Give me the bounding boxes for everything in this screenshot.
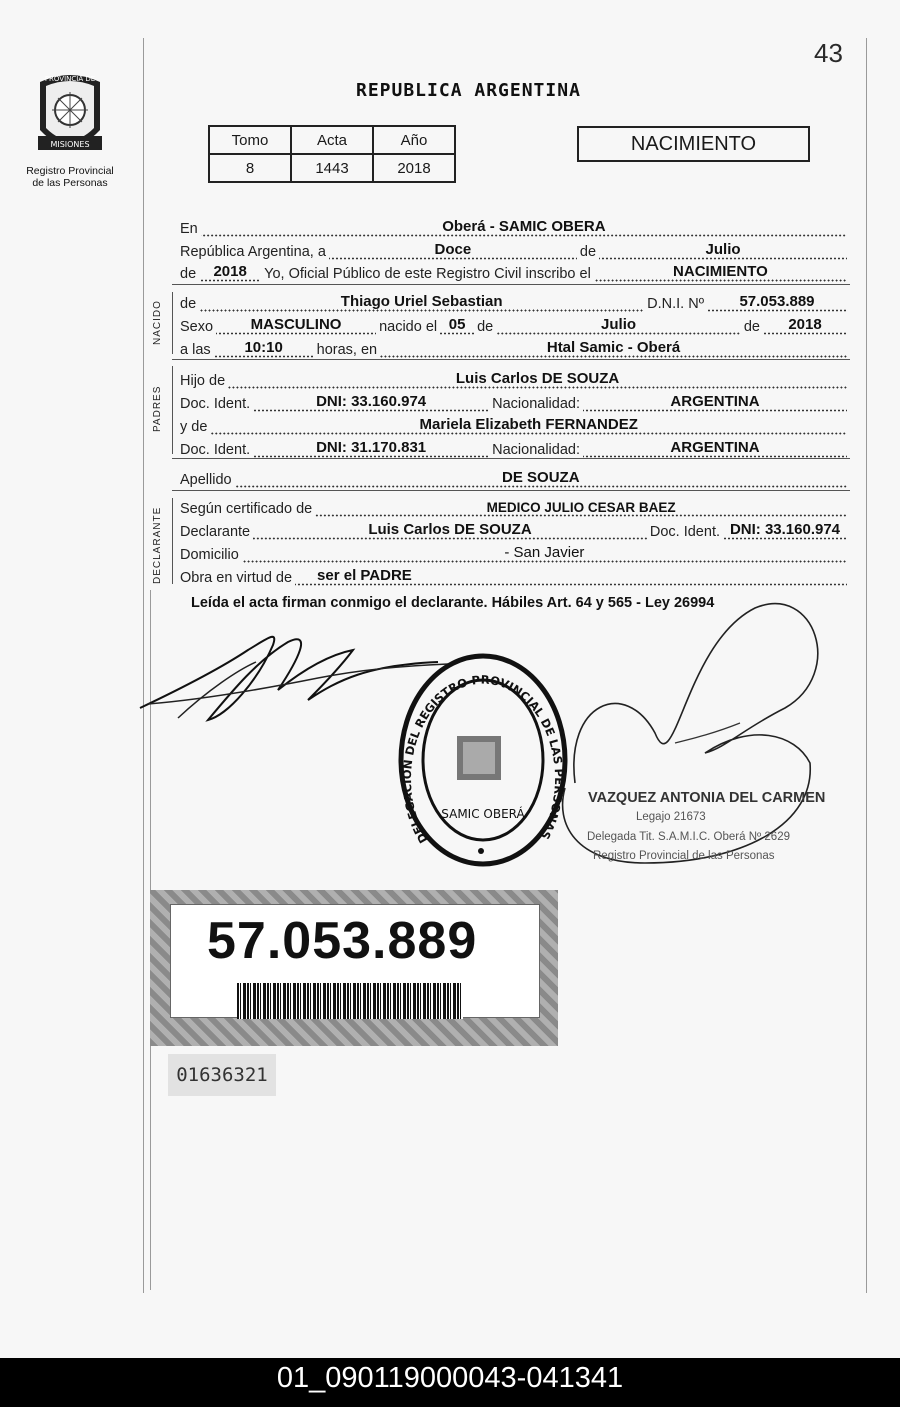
- svg-text:MISIONES: MISIONES: [50, 140, 90, 149]
- row-hijo: Hijo de Luis Carlos DE SOUZA: [180, 369, 850, 389]
- svg-text:DELEGACIÓN DEL REGISTRO PROVIN: DELEGACIÓN DEL REGISTRO PROVINCIAL DE LAS PERSONAS: [399, 672, 567, 846]
- row-certificado: Según certificado de MEDICO JULIO CESAR BAEZ: [180, 497, 850, 517]
- value-tomo: 8: [209, 154, 291, 182]
- value-anio-nac: 2018: [788, 316, 822, 333]
- row-domicilio: Domicilio - San Javier: [180, 543, 850, 563]
- row-declarante: Declarante Luis Carlos DE SOUZA Doc. Ident. DNI: 33.160.974: [180, 520, 850, 540]
- closing-statement: Leída el acta firman conmigo el declarante. Hábiles Art. 64 y 565 - Ley 26994: [191, 595, 715, 611]
- row-nacido-nombre: de Thiago Uriel Sebastian D.N.I. Nº 57.053.889: [180, 292, 850, 312]
- dni-sticker: [150, 890, 558, 1046]
- section-label-padres: PADRES: [152, 385, 163, 432]
- row-apellido: Apellido DE SOUZA: [180, 468, 850, 488]
- svg-text:SAMIC OBERÁ: SAMIC OBERÁ: [441, 807, 525, 821]
- separator: [172, 284, 850, 285]
- barcode: [237, 983, 463, 1019]
- header-acta: Acta: [291, 126, 373, 154]
- official-delegada: Delegada Tit. S.A.M.I.C. Oberá Nº 2629: [587, 831, 790, 843]
- row-obra: Obra en virtud de ser el PADRE: [180, 566, 850, 586]
- value-dni: 57.053.889: [739, 293, 815, 310]
- value-apellido: DE SOUZA: [502, 469, 580, 486]
- row-nacido-hora: a las 10:10 horas, en Htal Samic - Oberá: [180, 338, 850, 358]
- sticker-number: 57.053.889: [207, 912, 478, 970]
- svg-text:PROVINCIA DE: PROVINCIA DE: [44, 75, 96, 83]
- official-name: VAZQUEZ ANTONIA DEL CARMEN: [588, 790, 826, 806]
- value-hora: 10:10: [244, 339, 283, 356]
- value-obra: ser el PADRE: [317, 567, 412, 584]
- value-dia-nac: 05: [448, 316, 466, 333]
- row-nacido-sexo: Sexo MASCULINO nacido el 05 de Julio de 2018: [180, 315, 850, 335]
- document-title: REPUBLICA ARGENTINA: [356, 80, 581, 101]
- row-padre-doc: Doc. Ident. DNI: 33.160.974 Nacionalidad: ARGENTINA: [180, 392, 850, 412]
- header-anio: Año: [373, 126, 455, 154]
- value-padre-doc: DNI: 33.160.974: [316, 393, 427, 410]
- value-en: Oberá - SAMIC OBERA: [442, 218, 606, 235]
- value-mes-nac: Julio: [601, 316, 637, 333]
- value-domicilio: - San Javier: [504, 544, 585, 561]
- value-dia: Doce: [434, 241, 472, 258]
- row-en: En Oberá - SAMIC OBERA: [180, 217, 850, 237]
- value-padre: Luis Carlos DE SOUZA: [455, 370, 620, 387]
- value-declarante-doc: DNI: 33.160.974: [729, 521, 841, 538]
- official-signature-icon: [555, 583, 835, 873]
- value-certificado: MEDICO JULIO CESAR BAEZ: [486, 500, 676, 515]
- value-anio: 2018: [373, 154, 455, 182]
- act-type-box: NACIMIENTO: [577, 126, 810, 162]
- value-acta: 1443: [291, 154, 373, 182]
- control-number: 01636321: [168, 1054, 276, 1096]
- value-madre-doc: DNI: 31.170.831: [316, 439, 427, 456]
- official-legajo: Legajo 21673: [636, 811, 706, 823]
- value-inscribo: NACIMIENTO: [673, 263, 768, 280]
- value-madre: Mariela Elizabeth FERNANDEZ: [419, 416, 638, 433]
- value-madre-nac: ARGENTINA: [670, 439, 760, 456]
- row-madre: y de Mariela Elizabeth FERNANDEZ: [180, 415, 850, 435]
- section-label-nacido: NACIDO: [152, 300, 163, 345]
- page-number: 43: [814, 38, 843, 68]
- value-nombre: Thiago Uriel Sebastian: [340, 293, 503, 310]
- registry-stamp-icon: [393, 650, 573, 870]
- value-mes: Julio: [705, 241, 741, 258]
- value-declarante: Luis Carlos DE SOUZA: [368, 521, 532, 538]
- row-madre-doc: Doc. Ident. DNI: 31.170.831 Nacionalidad: ARGENTINA: [180, 438, 850, 458]
- registry-table: [208, 125, 456, 183]
- right-margin-line: [866, 38, 867, 1293]
- value-padre-nac: ARGENTINA: [670, 393, 760, 410]
- row-republica: República Argentina, a Doce de Julio: [180, 240, 850, 260]
- organization-name: Registro Provincial de las Personas: [26, 165, 114, 189]
- value-sexo: MASCULINO: [250, 316, 342, 333]
- header-tomo: Tomo: [209, 126, 291, 154]
- footer-file-id: 01_090119000043-041341: [0, 1358, 900, 1407]
- row-yo: de 2018 Yo, Oficial Público de este Registro Civil inscribo el NACIMIENTO: [180, 262, 850, 282]
- section-label-declarante: DECLARANTE: [152, 506, 163, 584]
- official-registro: Registro Provincial de las Personas: [593, 850, 775, 862]
- province-seal-icon: [32, 70, 108, 162]
- value-lugar: Htal Samic - Oberá: [546, 339, 681, 356]
- value-anio: 2018: [213, 263, 247, 280]
